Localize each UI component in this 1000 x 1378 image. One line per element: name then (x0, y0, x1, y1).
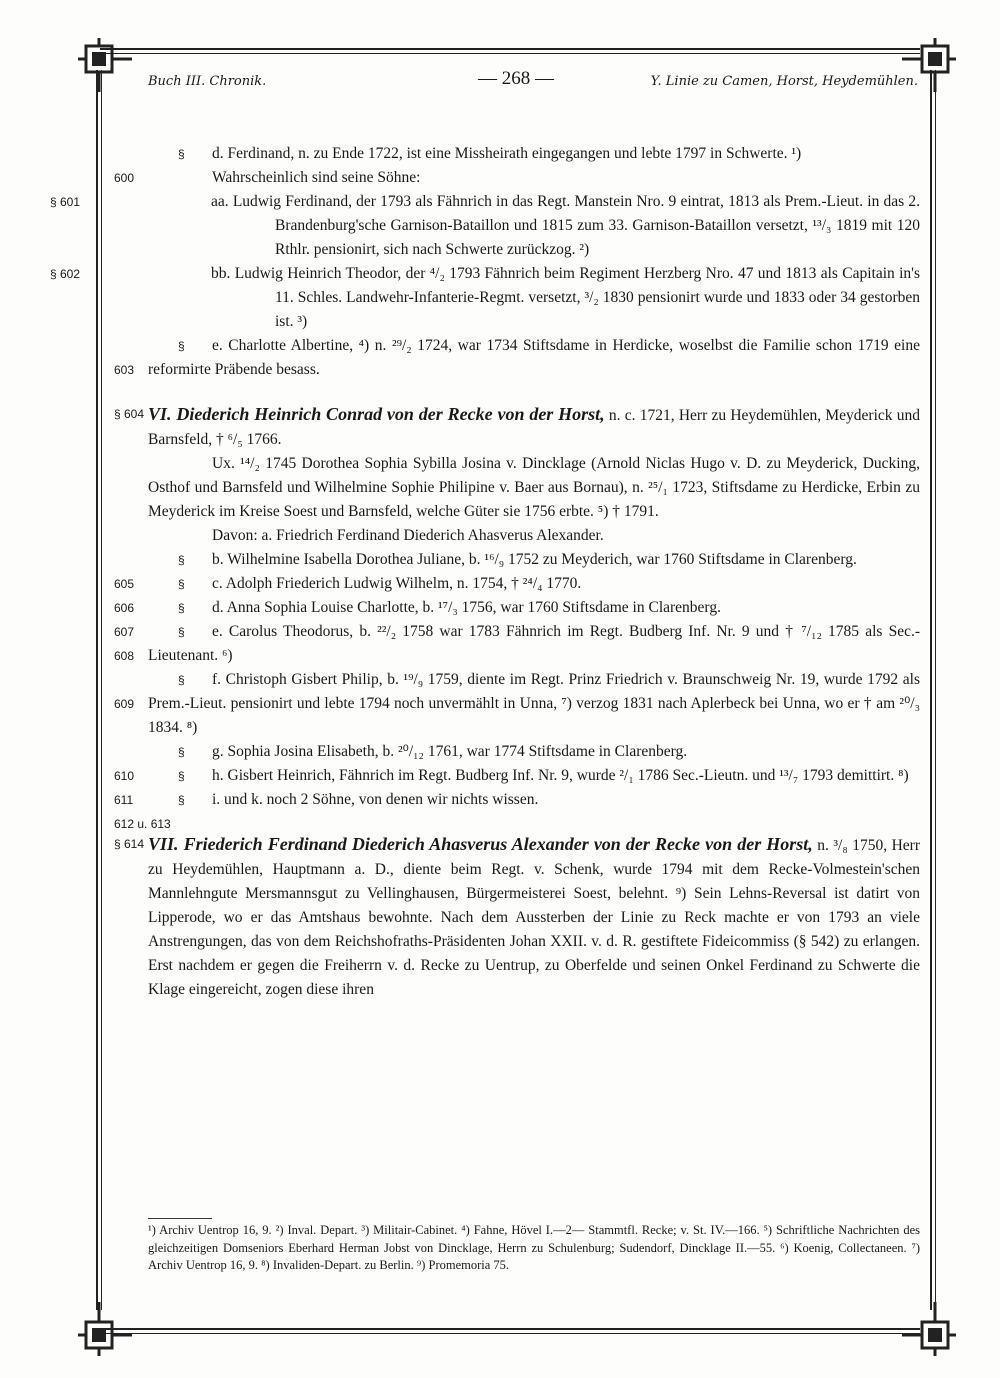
paragraph: Wahrscheinlich sind seine Söhne: (212, 169, 421, 186)
section-marker: § 601 (50, 195, 81, 209)
paragraph: Davon: a. Friedrich Ferdinand Diederich Ahasverus Alexander. (212, 527, 604, 544)
corner-ornament-icon (68, 28, 138, 98)
paragraph: § 607 d. Anna Sophia Louise Charlotte, b. ¹⁷/₃ 1756, war 1760 Stiftsdame in Clarenberg. (148, 596, 920, 620)
body-text (50, 142, 921, 1002)
frame-bottom-rule (100, 1328, 920, 1334)
page-number: — 268 — (478, 68, 554, 89)
paragraph: § 610 g. Sophia Josina Elisabeth, b. ²⁰/₁₂ 1761, war 1774 Stiftsdame in Clarenberg. (148, 740, 920, 764)
section-marker: § 610 (114, 745, 185, 783)
spacer (148, 382, 920, 402)
generation-heading: VII. Friederich Ferdinand Diederich Ahasverus Alexander von der Recke von der Horst, (148, 834, 813, 854)
paragraph: § 602 bb. Ludwig Heinrich Theodor, der ⁴/₂ 1793 Fähnrich beim Regiment Herzberg Nro. 47 und 1813 als Capitain in's 11. Schles. Landwehr-Infanterie-Regmt. versetzt, ³/₂ 1830 pensionirt wurde und 1833 oder 34 gestorben ist. ³) (148, 262, 920, 334)
section-marker: § 612 u. 613 (114, 793, 185, 831)
frame-right-rule (930, 70, 936, 1310)
paragraph: Ux. ¹⁴/₂ 1745 Dorothea Sophia Sybilla Josina v. Dincklage (Arnold Niclas Hugo v. D. zu Meyderick, Ducking, Osthof und Barnsfeld und Wilhelmine Sophie Philipine v. Baer aus Bornau), n. ²⁵/₁ 1723, Stiftsdame zu Herdicke, Erbin zu Meyderick im Kreise Soest und Barnsfeld, welche Güter sie 1756 erbte. ⁵) † 1791. (148, 455, 920, 520)
corner-ornament-icon (896, 1296, 966, 1366)
section-marker: § 609 (114, 673, 185, 711)
paragraph: § 603 e. Charlotte Albertine, ⁴) n. ²⁹/₂ 1724, war 1734 Stiftsdame in Herdicke, woselbst die Familie schon 1719 eine reformirte Präbende besass. (148, 334, 920, 382)
paragraph: § 604 VI. Diederich Heinrich Conrad von der Recke von der Horst, n. c. 1721, Herr zu Heydemühlen, Meyderick und Barnsfeld, † ⁶/₅ 1766. (114, 404, 921, 448)
section-marker: § 603 (114, 339, 185, 377)
generation-heading: VI. Diederich Heinrich Conrad von der Recke von der Horst, (148, 404, 605, 424)
section-marker: § 605 (114, 553, 185, 591)
section-marker: § 602 (50, 267, 81, 281)
paragraph: § 600 d. Ferdinand, n. zu Ende 1722, ist eine Missheirath eingegangen und lebte 1797 in Schwerte. ¹) (148, 142, 920, 166)
section-marker: § 606 (114, 577, 185, 615)
paragraph: § 611 h. Gisbert Heinrich, Fähnrich im Regt. Budberg Inf. Nr. 9, wurde ²/₁ 1786 Sec.-Lieutn. und ¹³/₇ 1793 demittirt. ⁸) (148, 764, 920, 788)
paragraph: § 609 f. Christoph Gisbert Philip, b. ¹⁹/₉ 1759, diente im Regt. Prinz Friedrich v. Braunschweig Nr. 19, wurde 1792 als Prem.-Lieut. pensionirt und lebte 1794 noch unvermählt in Unna, ⁷) verzog 1831 nach Aplerbeck bei Unna, wo er † am ²⁰/₃ 1834. ⁸) (148, 668, 920, 740)
corner-ornament-icon (68, 1296, 138, 1366)
footnote-rule (148, 1218, 212, 1219)
frame-top-rule (100, 48, 920, 54)
header-right: Y. Linie zu Camen, Horst, Heydemühlen. (650, 74, 918, 89)
section-marker: § 608 (114, 625, 185, 663)
paragraph: § 605 b. Wilhelmine Isabella Dorothea Juliane, b. ¹⁶/₉ 1752 zu Meyderich, war 1760 Stiftsdame in Clarenberg. (148, 548, 920, 572)
section-marker: § 600 (114, 147, 185, 185)
section-marker: § 607 (114, 601, 185, 639)
paragraph: § 606 c. Adolph Friederich Ludwig Wilhelm, n. 1754, † ²⁴/₄ 1770. (148, 572, 920, 596)
paragraph: § 608 e. Carolus Theodorus, b. ²²/₂ 1758 war 1783 Fähnrich im Regt. Budberg Inf. Nr. 9 und † ⁷/₁₂ 1785 als Sec.-Lieutenant. ⁶) (148, 620, 920, 668)
paragraph: § 612 u. 613 i. und k. noch 2 Söhne, von denen wir nichts wissen. (148, 788, 920, 812)
header-left: Buch III. Chronik. (148, 74, 267, 89)
frame-left-rule (96, 70, 102, 1310)
section-marker: § 614 (114, 837, 145, 851)
section-marker: § 611 (114, 769, 185, 807)
running-header (148, 70, 918, 94)
spacer (148, 812, 920, 832)
footnotes: ¹) Archiv Uentrop 16, 9. ²) Inval. Depart. ³) Militair-Cabinet. ⁴) Fahne, Hövel I.—2— Stammtfl. Recke; v. St. IV.—166. ⁵) Schriftliche Nachrichten des gleichzeitigen Domseniors Eberhard Herman Jobst von Dincklage, Herrn zu Schulenburg; Sudendorf, Dincklage II.—55. ⁶) Koenig, Collectaneen. ⁷) Archiv Uentrop 16, 9. ⁸) Invaliden-Depart. zu Berlin. ⁹) Promemoria 75. (148, 1223, 920, 1272)
section-marker: § 604 (114, 407, 145, 421)
paragraph: § 614 VII. Friederich Ferdinand Diederich Ahasverus Alexander von der Recke von der Horst, n. ³/₈ 1750, Herr zu Heydemühlen, Hauptmann a. D., diente beim Regt. v. Schenk, wurde 1794 mit dem Recke-Volmestein'schen Mannlehngute Mersmannsgut zu Vellinghausen, Bürgermeisterei Soest, belehnt. ⁹) Sein Lehns-Reversal ist datirt von Lipperode, wo er das Amtshaus bewohnte. Nach dem Aussterben der Linie zu Reck machte er von 1793 an viele Anstrengungen, das von dem Reichshofraths-Präsidenten Johan XXII. v. d. R. gestiftete Fideicommiss (§ 542) zu erlangen. Erst nachdem er gegen die Freiherrn v. d. Recke zu Uentrup, zu Oberfelde und seinen Onkel Ferdinand zu Schwerte die Klage eingereicht, zogen diese ihren (114, 834, 920, 998)
paragraph: § 601 aa. Ludwig Ferdinand, der 1793 als Fähnrich in das Regt. Manstein Nro. 9 eintrat, 1813 als Prem.-Lieut. in das 2. Brandenburg'sche Garnison-Bataillon und 1815 zum 33. Garnison-Bataillon versetzt, ¹³/₃ 1819 mit 120 Rthlr. pensionirt, sich nach Schwerte zurückzog. ²) (148, 190, 920, 262)
